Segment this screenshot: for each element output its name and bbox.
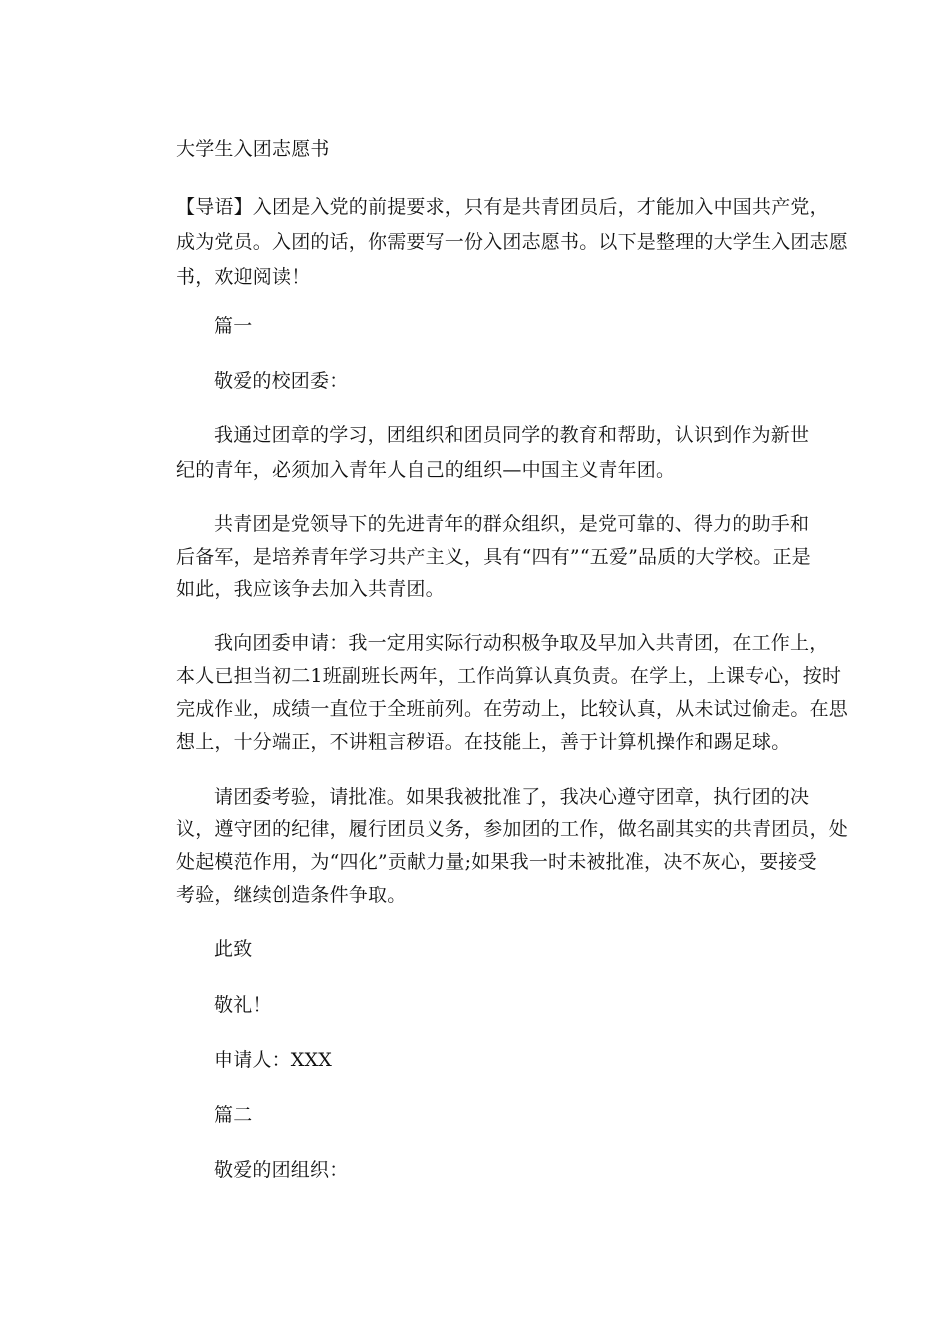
section2-heading: 篇二: [214, 1104, 253, 1126]
applicant-line: 申请人：XXX: [214, 1049, 332, 1071]
section1-para4-line3: 处起模范作用，为“四化”贡献力量;如果我一时未被批准，决不灰心，要接受: [176, 851, 817, 873]
section1-para3-line4: 想上，十分端正，不讲粗言秽语。在技能上，善于计算机操作和踢足球。: [176, 731, 791, 753]
section1-para1-line2: 纪的青年，必须加入青年人自己的组织—中国主义青年团。: [176, 459, 676, 481]
closing-line-1: 此致: [214, 938, 253, 960]
intro-line-2: 成为党员。入团的话，你需要写一份入团志愿书。以下是整理的大学生入团志愿: [176, 231, 849, 253]
section1-para2-line3: 如此，我应该争去加入共青团。: [176, 578, 445, 600]
document-title: 大学生入团志愿书: [176, 138, 330, 160]
section1-para2-line2: 后备军，是培养青年学习共产主义，具有“四有”“五爱”品质的大学校。正是: [176, 546, 811, 568]
section1-para4-line1: 请团委考验，请批准。如果我被批准了，我决心遵守团章，执行团的决: [214, 786, 810, 808]
section1-para1-line1: 我通过团章的学习，团组织和团员同学的教育和帮助，认识到作为新世: [214, 424, 810, 446]
closing-line-2: 敬礼！: [214, 994, 272, 1016]
section1-heading: 篇一: [214, 315, 253, 337]
section1-para3-line1: 我向团委申请：我一定用实际行动积极争取及早加入共青团，在工作上，: [214, 632, 829, 654]
section1-para2-line1: 共青团是党领导下的先进青年的群众组织，是党可靠的、得力的助手和: [214, 513, 810, 535]
section2-salutation: 敬爱的团组织：: [214, 1159, 349, 1181]
section1-para3-line3: 完成作业，成绩一直位于全班前列。在劳动上，比较认真，从未试过偷走。在思: [176, 698, 849, 720]
intro-line-1: 【导语】入团是入党的前提要求，只有是共青团员后，才能加入中国共产党，: [176, 196, 829, 218]
section1-salutation: 敬爱的校团委：: [214, 370, 349, 392]
section1-para4-line2: 议，遵守团的纪律，履行团员义务，参加团的工作，做名副其实的共青团员，处: [176, 818, 849, 840]
intro-line-3: 书，欢迎阅读！: [176, 266, 311, 288]
section1-para3-line2: 本人已担当初二1班副班长两年，工作尚算认真负责。在学上，上课专心，按时: [176, 665, 842, 687]
section1-para4-line4: 考验，继续创造条件争取。: [176, 884, 407, 906]
